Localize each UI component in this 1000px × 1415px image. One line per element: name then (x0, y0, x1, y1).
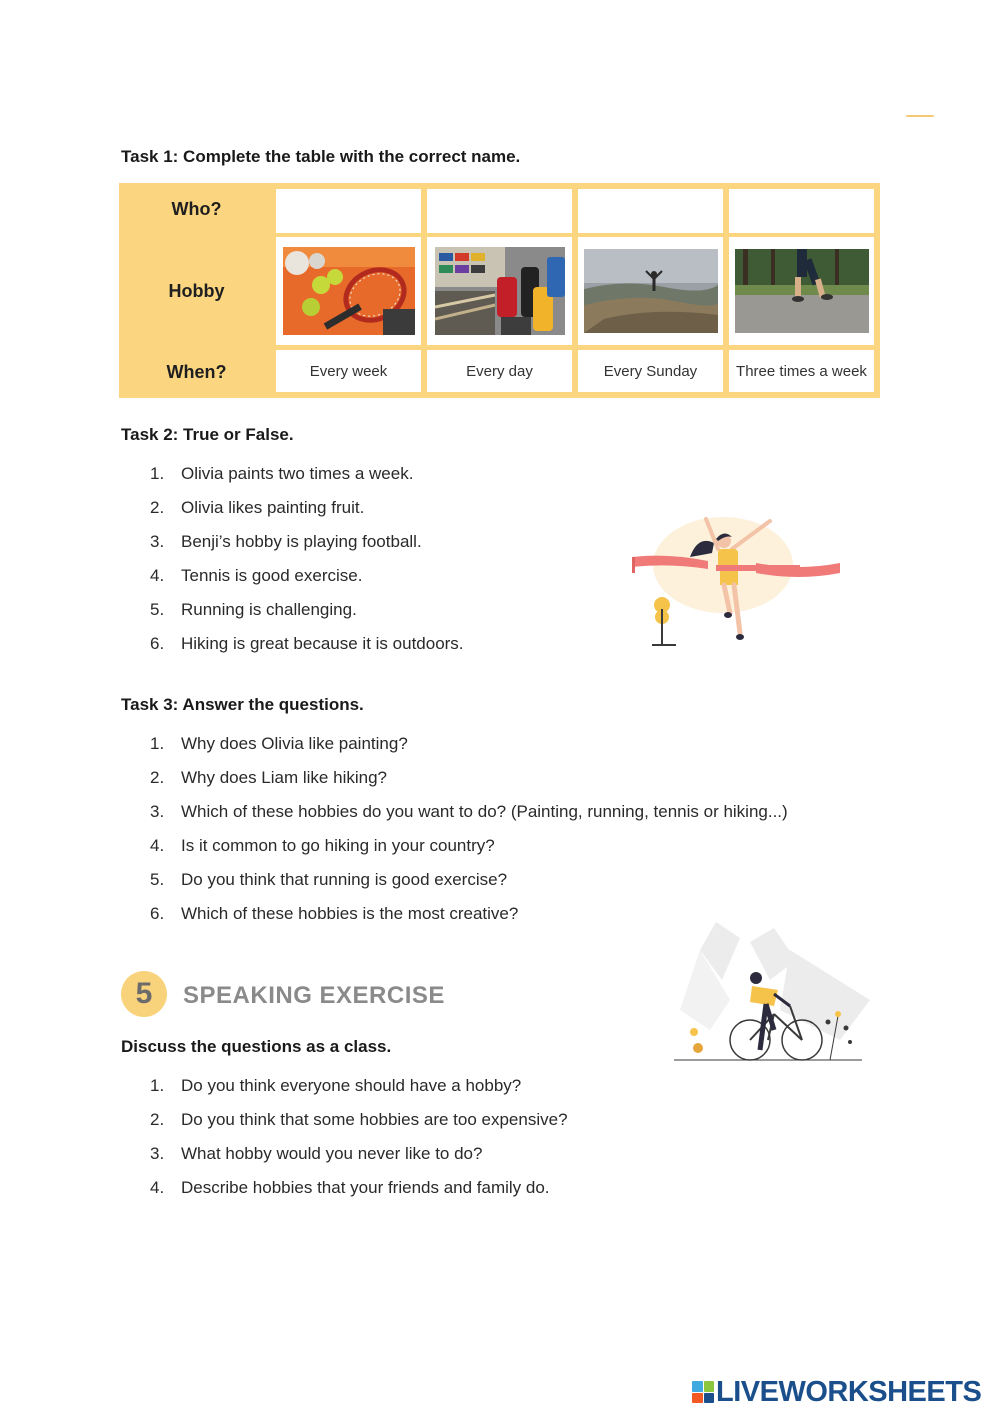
hobby-image-cell-4 (729, 237, 874, 345)
speaking-instruction: Discuss the questions as a class. (121, 1037, 392, 1056)
when-cell-3: Every Sunday (578, 350, 723, 392)
when-cell-4: Three times a week (729, 350, 874, 392)
decorative-dash (906, 115, 934, 117)
hobby-image-cell-1 (276, 237, 421, 345)
row-label-hobby: Hobby (168, 281, 225, 301)
brand-name: LIVEWORKSHEETS (716, 1375, 982, 1408)
hiking-summit-photo (584, 249, 718, 333)
who-input-3[interactable] (578, 189, 723, 233)
answer-cell-3[interactable] (578, 189, 723, 233)
task1-heading: Task 1: Complete the table with the correct name. (121, 147, 521, 166)
who-input-4[interactable] (729, 189, 874, 233)
painting-supplies-photo (435, 247, 565, 335)
hobby-image-cell-3 (578, 237, 723, 345)
liveworksheets-logo-icon (692, 1381, 714, 1403)
running-photo (735, 249, 869, 333)
tennis-photo (283, 247, 415, 335)
answer-cell-1[interactable] (276, 189, 421, 233)
finish-line-runner-illustration (628, 505, 843, 650)
task2-heading: Task 2: True or False. (121, 425, 294, 444)
row-label-who: Who? (171, 199, 222, 219)
when-cell-1: Every week (276, 350, 421, 392)
section-title: SPEAKING EXERCISE (183, 982, 445, 1009)
liveworksheets-logo[interactable] (692, 1376, 981, 1408)
who-input-1[interactable] (276, 189, 421, 233)
section-number-badge: 5 (121, 971, 167, 1017)
answer-cell-2[interactable] (427, 189, 572, 233)
cyclist-illustration (670, 920, 870, 1065)
row-label-when: When? (166, 362, 227, 382)
hobby-image-cell-2 (427, 237, 572, 345)
answer-cell-4[interactable] (729, 189, 874, 233)
hobby-table (119, 183, 880, 398)
task3-heading: Task 3: Answer the questions. (121, 695, 364, 714)
who-input-2[interactable] (427, 189, 572, 233)
when-cell-2: Every day (427, 350, 572, 392)
